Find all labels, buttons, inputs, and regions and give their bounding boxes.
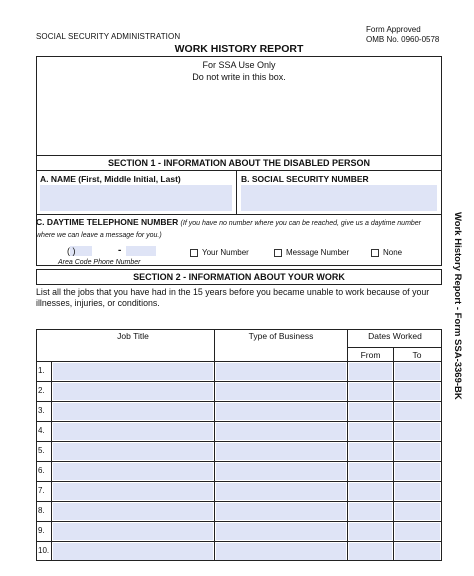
table-row [36,542,442,562]
phone-label: C. DAYTIME TELEPHONE NUMBER [36,217,179,227]
to-date-field[interactable] [395,363,440,380]
type-of-business-field[interactable] [216,363,346,380]
to-date-field[interactable] [395,383,440,400]
divider [236,171,237,215]
table-row [36,422,442,442]
job-title-field[interactable] [53,383,213,400]
phone-note: (If you have no number where you can be reached, give us a daytime number where we can leave a message for you.) [36,220,422,239]
section-2-instructions: List all the jobs that you have had in the 15 years before you became unable to work because of your illnesses, injuries, or conditions. [36,287,430,308]
ssn-label: B. SOCIAL SECURITY NUMBER [241,174,369,184]
type-of-business-field[interactable] [216,523,346,540]
job-title-field[interactable] [53,423,213,440]
to-date-field[interactable] [395,443,440,460]
row-number: 4. [38,426,45,435]
from-date-field[interactable] [349,423,392,440]
from-date-field[interactable] [349,383,392,400]
from-date-field[interactable] [349,403,392,420]
from-date-field[interactable] [349,523,392,540]
dates-worked-header: Dates Worked [368,331,422,341]
form-approved-text: Form Approved [366,25,421,34]
phone-dash: - [118,245,122,256]
from-date-field[interactable] [349,443,392,460]
job-title-field[interactable] [53,483,213,500]
job-title-field[interactable] [53,503,213,520]
form-title: WORK HISTORY REPORT [174,43,304,55]
job-title-field[interactable] [53,403,213,420]
area-code-parens: ( ) [67,246,76,256]
message-number-label: Message Number [286,248,350,257]
phone-number-field[interactable] [126,246,156,256]
table-row [36,482,442,502]
from-date-field[interactable] [349,363,392,380]
side-form-label: Work History Report - Form SSA-3369-BK [452,212,463,400]
table-row [36,442,442,462]
ssa-use-only-box [36,56,442,83]
message-number-checkbox[interactable] [274,249,282,257]
phone-label-block [36,217,440,241]
to-date-field[interactable] [395,483,440,500]
type-of-business-field[interactable] [216,443,346,460]
table-row [36,402,442,422]
from-date-field[interactable] [349,543,392,560]
table-row [36,362,442,382]
to-date-field[interactable] [395,543,440,560]
job-title-field[interactable] [53,523,213,540]
type-of-business-field[interactable] [216,503,346,520]
job-title-field[interactable] [53,363,213,380]
to-date-field[interactable] [395,423,440,440]
row-number: 6. [38,466,45,475]
from-date-field[interactable] [349,503,392,520]
table-row [36,462,442,482]
your-number-label: Your Number [202,248,249,257]
to-date-field[interactable] [395,403,440,420]
do-not-write-text: Do not write in this box. [192,72,286,82]
row-number: 7. [38,486,45,495]
ssa-use-only-text: For SSA Use Only [202,60,276,70]
to-date-field[interactable] [395,503,440,520]
type-of-business-field[interactable] [216,543,346,560]
row-number: 5. [38,446,45,455]
from-header: From [360,350,381,360]
table-row [36,382,442,402]
table-divider [347,347,442,348]
type-of-business-field[interactable] [216,383,346,400]
job-title-header: Job Title [117,331,149,341]
type-of-business-field[interactable] [216,483,346,500]
type-of-business-field[interactable] [216,403,346,420]
type-of-business-field[interactable] [216,463,346,480]
job-title-field[interactable] [53,443,213,460]
ssn-field[interactable] [241,185,437,211]
section-2-header: SECTION 2 - INFORMATION ABOUT YOUR WORK [36,269,442,285]
row-number: 1. [38,366,45,375]
from-date-field[interactable] [349,483,392,500]
row-number: 8. [38,506,45,515]
none-checkbox[interactable] [371,249,379,257]
none-label: None [383,248,403,257]
row-number: 2. [38,386,45,395]
row-number: 9. [38,526,45,535]
to-date-field[interactable] [395,463,440,480]
section-1-header: SECTION 1 - INFORMATION ABOUT THE DISABLED PERSON [36,155,442,171]
to-date-field[interactable] [395,523,440,540]
type-of-business-field[interactable] [216,423,346,440]
row-number: 3. [38,406,45,415]
job-title-field[interactable] [53,543,213,560]
agency-name: SOCIAL SECURITY ADMINISTRATION [36,32,181,41]
row-number: 10. [38,546,50,555]
job-title-field[interactable] [53,463,213,480]
phone-caption: Area Code Phone Number [58,259,141,266]
omb-approval [366,25,439,45]
name-field[interactable] [40,185,232,211]
name-label: A. NAME (First, Middle Initial, Last) [40,174,181,184]
table-row [36,522,442,542]
table-row [36,502,442,522]
type-of-business-header: Type of Business [248,331,314,341]
from-date-field[interactable] [349,463,392,480]
your-number-checkbox[interactable] [190,249,198,257]
omb-number: OMB No. 0960-0578 [366,35,440,44]
to-header: To [412,350,422,360]
